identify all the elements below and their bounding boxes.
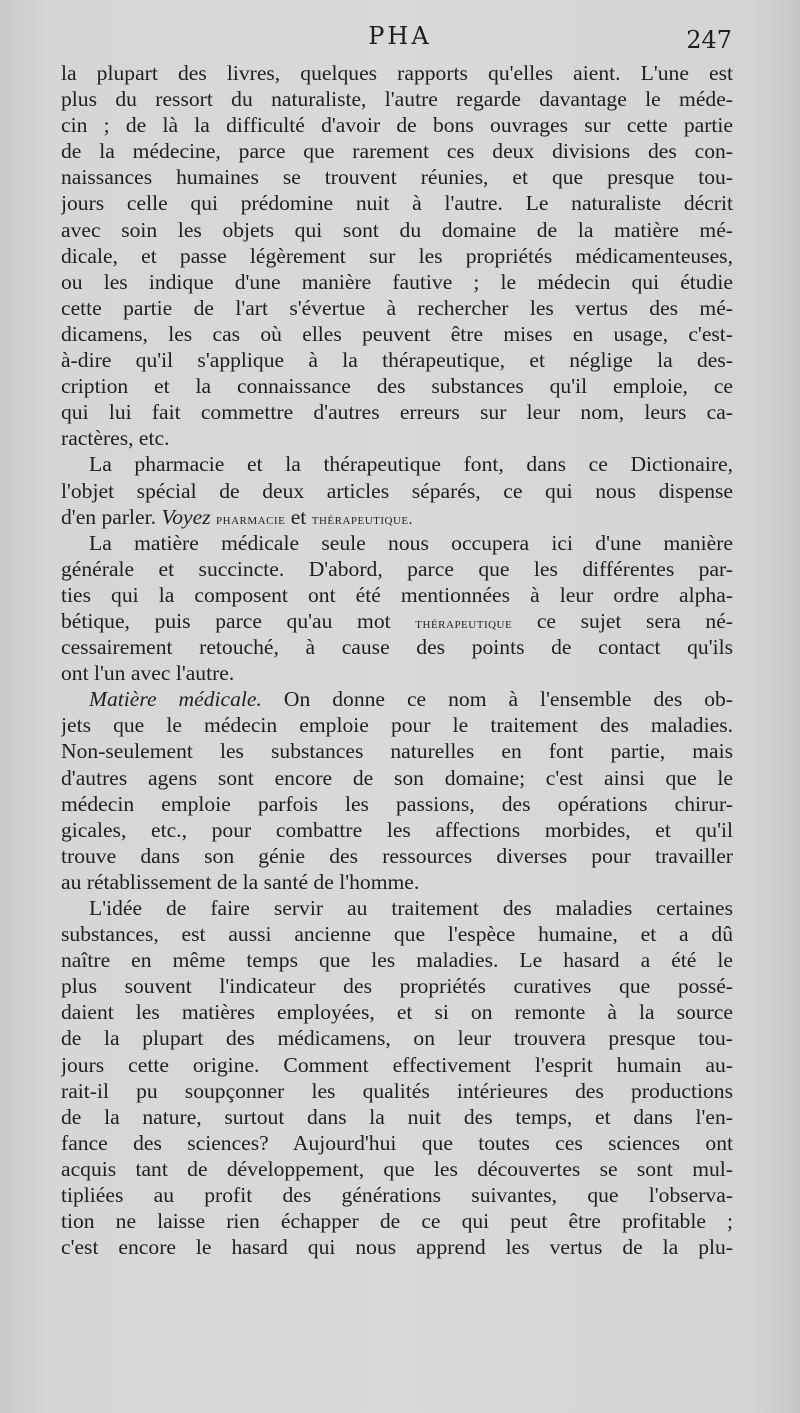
text-fragment: d'en parler. [61, 504, 157, 529]
text-line: trouve dans son génie des ressources diverses pour travailler [61, 843, 733, 868]
text-line: de la nature, surtout dans la nuit des temps, et dans l'en- [61, 1104, 733, 1129]
text-line: cin ; de là la difficulté d'avoir de bons ouvrages sur cette partie [61, 113, 733, 138]
text-line: substances, est aussi ancienne que l'espèce humaine, et a dû [61, 922, 733, 947]
cross-reference-therapeutique: thérapeutique. [311, 511, 413, 528]
text-line: au rétablissement de la santé de l'homme. [61, 869, 420, 894]
page-number: 247 [686, 26, 732, 54]
text-line: cription et la connaissance des substances qu'il emploie, ce [61, 374, 733, 399]
text-line: dicamens, les cas où elles peuvent être mises en usage, c'est- [61, 321, 733, 346]
text-line: cessairement retouché, à cause des points de contact qu'ils [61, 635, 733, 660]
running-head: PHA [368, 22, 432, 50]
text-fragment: ce sujet sera né- [536, 608, 733, 633]
text-line: l'objet spécial de deux articles séparés, ce qui nous dispense [61, 478, 733, 503]
text-line: jours cette origine. Comment effectivement l'esprit humain au- [61, 1052, 733, 1077]
text-line: daient les matières employées, et si on remonte à la source [61, 1000, 733, 1025]
voyez-label: Voyez [161, 504, 211, 529]
paragraph-start-line: L'idée de faire servir au traitement des maladies certaines [89, 896, 733, 920]
text-line: rait-il pu soupçonner les qualités intérieures des productions [61, 1078, 733, 1103]
text-line: jets que le médecin emploie pour le traitement des maladies. [61, 713, 733, 738]
body-text [61, 60, 733, 1260]
text-line: naître en même temps que les maladies. Le hasard a été le [61, 948, 733, 973]
text-line: plus souvent l'indicateur des propriétés curatives que possé- [61, 974, 733, 999]
text-line: acquis tant de développement, que les découvertes se sont mul- [61, 1156, 733, 1181]
section-heading-line [61, 686, 733, 712]
text-line: de la médecine, parce que rarement ces deux divisions des con- [61, 139, 733, 164]
text-line: ractères, etc. [61, 426, 170, 451]
cross-reference-therapeutique: thérapeutique [415, 615, 513, 632]
page-bottom-margin [0, 1260, 800, 1413]
text-line: jours celle qui prédomine nuit à l'autre. Le naturaliste décrit [61, 191, 733, 216]
text-line: tion ne laisse rien échapper de ce qui peut être profitable ; [61, 1209, 733, 1234]
text-line: cette partie de l'art s'évertue à rechercher les vertus des mé- [61, 295, 733, 320]
text-line: dicale, et passe légèrement sur les propriétés médicamenteuses, [61, 243, 733, 268]
text-fragment: On donne ce nom à l'ensemble des ob- [283, 687, 733, 712]
text-line: générale et succincte. D'abord, parce que les différentes par- [61, 556, 733, 581]
cross-reference-pharmacie: pharmacie [216, 511, 286, 528]
text-line: à-dire qu'il s'applique à la thérapeutique, et néglige la des- [61, 348, 733, 373]
text-line: ties qui la composent ont été mentionnées à leur ordre alpha- [61, 582, 733, 607]
text-fragment: bétique, puis parce qu'au mot [61, 608, 391, 633]
text-line: gicales, etc., pour combattre les affections morbides, et qu'il [61, 817, 733, 842]
paragraph-start-line: La matière médicale seule nous occupera ici d'une manière [89, 530, 733, 555]
text-line: tipliées au profit des générations suivantes, que l'observa- [61, 1183, 733, 1208]
text-line: Non-seulement les substances naturelles en font partie, mais [61, 739, 733, 764]
text-line: c'est encore le hasard qui nous apprend les vertus de la plu- [61, 1235, 733, 1260]
text-line: la plupart des livres, quelques rapports qu'elles aient. L'une est [61, 61, 733, 85]
text-fragment: et [290, 504, 307, 529]
text-line: de la plupart des médicamens, on leur trouvera presque tou- [61, 1026, 733, 1051]
page-header [0, 22, 800, 56]
text-line: médecin emploie parfois les passions, des opérations chirur- [61, 791, 733, 816]
text-line: ont l'un avec l'autre. [61, 661, 235, 686]
text-line: qui lui fait commettre d'autres erreurs sur leur nom, leurs ca- [61, 400, 733, 425]
text-line-with-cross-reference [61, 608, 733, 634]
section-heading: Matière médicale. [89, 687, 262, 712]
text-line: plus du ressort du naturaliste, l'autre regarde davantage le méde- [61, 87, 733, 112]
text-line: ou les indique d'une manière fautive ; le médecin qui étudie [61, 269, 733, 294]
text-line: avec soin les objets qui sont du domaine de la matière mé- [61, 217, 733, 242]
text-line-with-cross-reference [61, 504, 733, 530]
text-line: d'autres agens sont encore de son domaine; c'est ainsi que le [61, 765, 733, 790]
paragraph-start-line: La pharmacie et la thérapeutique font, dans ce Dictionaire, [89, 452, 733, 477]
text-line: naissances humaines se trouvent réunies, et que presque tou- [61, 165, 733, 190]
text-line: fance des sciences? Aujourd'hui que toutes ces sciences ont [61, 1130, 733, 1155]
